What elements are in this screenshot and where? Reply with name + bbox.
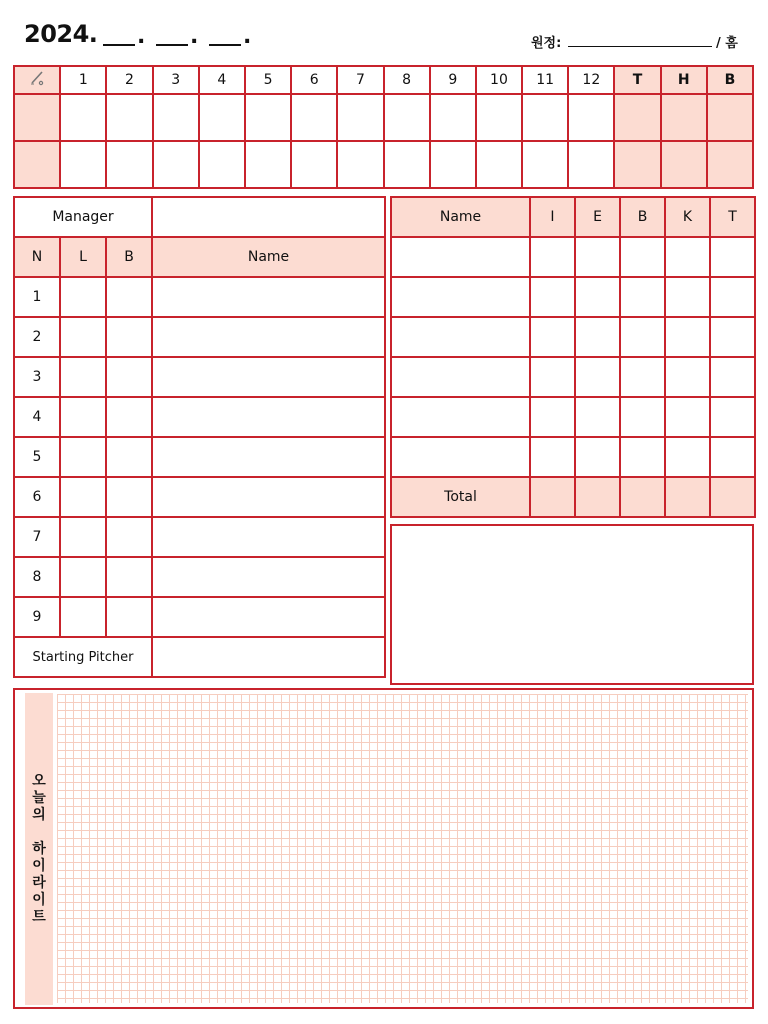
lineup-cell[interactable] — [106, 557, 152, 597]
score-cell[interactable] — [106, 141, 152, 188]
pitcher-name-cell[interactable] — [391, 277, 530, 317]
stat-cell[interactable] — [665, 397, 710, 437]
team-cell[interactable] — [14, 141, 60, 188]
lineup-cell[interactable] — [106, 437, 152, 477]
lineup-cell[interactable] — [60, 437, 106, 477]
total-cell[interactable] — [707, 94, 753, 141]
lineup-cell[interactable] — [106, 517, 152, 557]
batting-order-number: 5 — [14, 437, 60, 477]
lineup-row — [14, 477, 385, 517]
stat-cell[interactable] — [620, 397, 665, 437]
batting-order-number: 7 — [14, 517, 60, 557]
stat-cell[interactable] — [710, 437, 755, 477]
stat-cell[interactable] — [575, 237, 620, 277]
pitcher-row — [391, 317, 755, 357]
pen-icon — [28, 69, 46, 87]
inning-header-1: 1 — [60, 66, 106, 94]
starting-pitcher-row — [14, 637, 385, 677]
inning-header-4: 4 — [199, 66, 245, 94]
lineup-cell[interactable] — [106, 277, 152, 317]
score-cell[interactable] — [476, 141, 522, 188]
stat-cell[interactable] — [530, 357, 575, 397]
manager-row — [14, 197, 385, 237]
stat-cell[interactable] — [530, 317, 575, 357]
inning-header-11: 11 — [522, 66, 568, 94]
score-cell[interactable] — [106, 94, 152, 141]
stat-cell[interactable] — [710, 317, 755, 357]
stat-cell[interactable] — [530, 397, 575, 437]
total-stat-cell[interactable] — [665, 477, 710, 517]
total-cell[interactable] — [661, 141, 707, 188]
total-cell[interactable] — [661, 94, 707, 141]
stat-cell[interactable] — [530, 237, 575, 277]
score-cell[interactable] — [522, 141, 568, 188]
lineup-row — [14, 517, 385, 557]
stat-cell[interactable] — [710, 397, 755, 437]
total-stat-cell[interactable] — [620, 477, 665, 517]
total-stat-cell[interactable] — [710, 477, 755, 517]
lineup-cell[interactable] — [106, 357, 152, 397]
score-cell[interactable] — [337, 94, 383, 141]
pitcher-name-cell[interactable] — [391, 397, 530, 437]
weekday-dot: . — [243, 24, 252, 49]
lineup-cell[interactable] — [106, 597, 152, 637]
pitcher-name-cell[interactable] — [391, 317, 530, 357]
score-cell[interactable] — [245, 94, 291, 141]
batting-order-number: 4 — [14, 397, 60, 437]
scoreboard-header-row — [14, 66, 753, 94]
notes-box[interactable] — [390, 524, 754, 685]
scoreboard-corner — [14, 66, 60, 94]
pitcher-name-cell[interactable] — [391, 357, 530, 397]
inning-header-9: 9 — [430, 66, 476, 94]
lineup-cell[interactable] — [60, 597, 106, 637]
starting-pitcher-field[interactable] — [152, 637, 385, 677]
lineup-row — [14, 597, 385, 637]
day-dot: . — [190, 24, 199, 49]
stat-cell[interactable] — [575, 397, 620, 437]
score-cell[interactable] — [568, 94, 614, 141]
starting-pitcher-label: Starting Pitcher — [14, 637, 152, 677]
lineup-header-row — [14, 237, 385, 277]
score-cell[interactable] — [430, 94, 476, 141]
month-blank[interactable] — [103, 44, 135, 46]
player-name-cell[interactable] — [152, 437, 385, 477]
month-dot: . — [137, 24, 146, 49]
lineup-cell[interactable] — [60, 317, 106, 357]
lineup-cell[interactable] — [106, 477, 152, 517]
highlight-grid-area[interactable] — [57, 694, 748, 1003]
stat-cell[interactable] — [710, 277, 755, 317]
batting-order-number: 3 — [14, 357, 60, 397]
player-name-cell[interactable] — [152, 597, 385, 637]
home-team-label: / 홈 — [716, 36, 738, 51]
away-team-label: 원정: — [531, 36, 562, 51]
lineup-cell[interactable] — [60, 517, 106, 557]
inning-header-6: 6 — [291, 66, 337, 94]
walks-header: B — [620, 197, 665, 237]
score-cell[interactable] — [291, 141, 337, 188]
weekday-blank[interactable] — [209, 44, 241, 46]
stat-cell[interactable] — [620, 317, 665, 357]
highlight-label-strip — [25, 693, 53, 1005]
stat-cell[interactable] — [710, 237, 755, 277]
stat-cell[interactable] — [665, 437, 710, 477]
lineup-row — [14, 277, 385, 317]
pitcher-name-cell[interactable] — [391, 237, 530, 277]
total-cell[interactable] — [614, 94, 660, 141]
stat-cell[interactable] — [665, 277, 710, 317]
score-cell[interactable] — [384, 141, 430, 188]
lineup-row — [14, 557, 385, 597]
stat-cell[interactable] — [620, 277, 665, 317]
pitcher-stats-table — [390, 196, 756, 518]
lineup-cell[interactable] — [60, 397, 106, 437]
scoreboard-row-home — [14, 141, 753, 188]
manager-field[interactable] — [152, 197, 385, 237]
name-header: Name — [152, 237, 385, 277]
score-cell[interactable] — [245, 141, 291, 188]
b-header: B — [106, 237, 152, 277]
number-header: N — [14, 237, 60, 277]
lineup-row — [14, 397, 385, 437]
score-cell[interactable] — [153, 94, 199, 141]
batting-order-number: 8 — [14, 557, 60, 597]
player-name-cell[interactable] — [152, 517, 385, 557]
highlight-section — [13, 688, 754, 1009]
player-name-cell[interactable] — [152, 317, 385, 357]
pitcher-header-row — [391, 197, 755, 237]
stat-cell[interactable] — [530, 277, 575, 317]
inning-header-12: 12 — [568, 66, 614, 94]
bases-header: B — [707, 66, 753, 94]
score-cell[interactable] — [291, 94, 337, 141]
score-cell[interactable] — [430, 141, 476, 188]
pitcher-name-cell[interactable] — [391, 437, 530, 477]
stat-cell[interactable] — [530, 437, 575, 477]
lineup-cell[interactable] — [60, 277, 106, 317]
score-cell[interactable] — [199, 141, 245, 188]
lineup-row — [14, 437, 385, 477]
stat-cell[interactable] — [575, 317, 620, 357]
innings-header: I — [530, 197, 575, 237]
stat-cell[interactable] — [575, 357, 620, 397]
score-cell[interactable] — [476, 94, 522, 141]
team-name-line[interactable] — [568, 46, 712, 47]
pitcher-row — [391, 357, 755, 397]
hits-header: H — [661, 66, 707, 94]
inning-header-10: 10 — [476, 66, 522, 94]
strikeouts-header: K — [665, 197, 710, 237]
pitcher-total-label: Total — [391, 477, 530, 517]
score-cell[interactable] — [60, 94, 106, 141]
batting-order-number: 6 — [14, 477, 60, 517]
total-stat-cell[interactable] — [575, 477, 620, 517]
player-name-cell[interactable] — [152, 277, 385, 317]
batting-order-number: 1 — [14, 277, 60, 317]
score-cell[interactable] — [384, 94, 430, 141]
lineup-table — [13, 196, 386, 678]
lineup-cell[interactable] — [106, 317, 152, 357]
pitcher-row — [391, 397, 755, 437]
lineup-cell[interactable] — [106, 397, 152, 437]
earned-runs-header: E — [575, 197, 620, 237]
total-runs-header: T — [614, 66, 660, 94]
stat-cell[interactable] — [620, 357, 665, 397]
stat-cell[interactable] — [665, 357, 710, 397]
inning-header-8: 8 — [384, 66, 430, 94]
pitcher-row — [391, 237, 755, 277]
score-cell[interactable] — [199, 94, 245, 141]
pitcher-total-row — [391, 477, 755, 517]
score-cell[interactable] — [337, 141, 383, 188]
total-stat-cell[interactable] — [530, 477, 575, 517]
lineup-cell[interactable] — [60, 557, 106, 597]
score-cell[interactable] — [60, 141, 106, 188]
score-cell[interactable] — [153, 141, 199, 188]
player-name-cell[interactable] — [152, 557, 385, 597]
stat-cell[interactable] — [575, 277, 620, 317]
team-cell[interactable] — [14, 94, 60, 141]
pitcher-row — [391, 437, 755, 477]
inning-header-3: 3 — [153, 66, 199, 94]
stat-cell[interactable] — [710, 357, 755, 397]
lineup-row — [14, 357, 385, 397]
stat-cell[interactable] — [620, 237, 665, 277]
inning-header-2: 2 — [106, 66, 152, 94]
pitcher-row — [391, 277, 755, 317]
stat-cell[interactable] — [665, 237, 710, 277]
highlight-label: 오 늘 의 하 이 라 이 트 — [32, 773, 46, 925]
batting-order-number: 9 — [14, 597, 60, 637]
l-header: L — [60, 237, 106, 277]
scoreboard-table — [13, 65, 754, 189]
scoreboard-row-away — [14, 94, 753, 141]
inning-header-5: 5 — [245, 66, 291, 94]
lineup-cell[interactable] — [60, 477, 106, 517]
score-cell[interactable] — [568, 141, 614, 188]
stat-cell[interactable] — [665, 317, 710, 357]
player-name-cell[interactable] — [152, 477, 385, 517]
total-cell[interactable] — [707, 141, 753, 188]
stat-cell[interactable] — [620, 437, 665, 477]
total-header: T — [710, 197, 755, 237]
total-cell[interactable] — [614, 141, 660, 188]
stat-cell[interactable] — [575, 437, 620, 477]
pitcher-name-header: Name — [391, 197, 530, 237]
inning-header-7: 7 — [337, 66, 383, 94]
batting-order-number: 2 — [14, 317, 60, 357]
day-blank[interactable] — [156, 44, 188, 46]
manager-label: Manager — [14, 197, 152, 237]
date-year: 2024. — [24, 20, 98, 48]
player-name-cell[interactable] — [152, 357, 385, 397]
player-name-cell[interactable] — [152, 397, 385, 437]
lineup-row — [14, 317, 385, 357]
score-cell[interactable] — [522, 94, 568, 141]
lineup-cell[interactable] — [60, 357, 106, 397]
